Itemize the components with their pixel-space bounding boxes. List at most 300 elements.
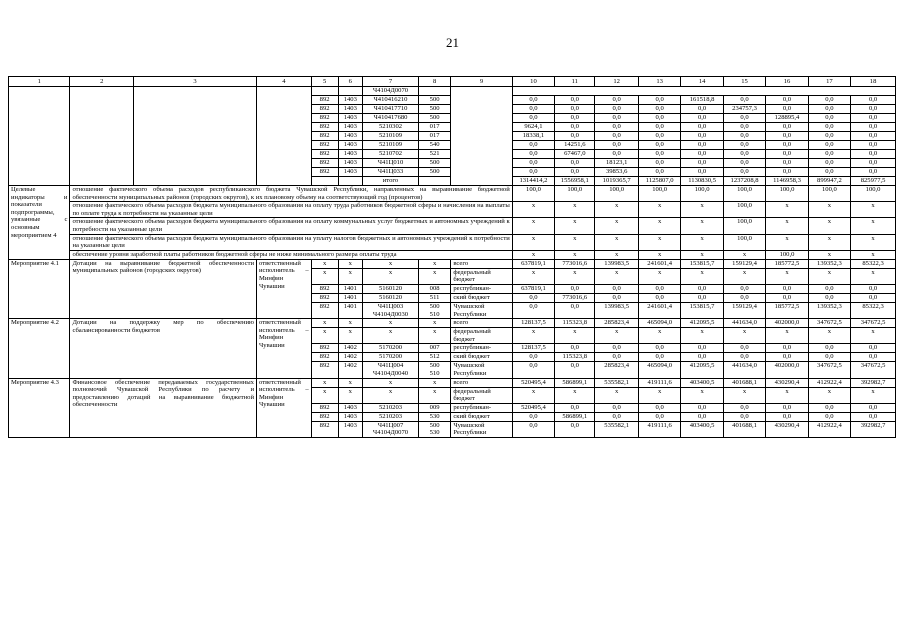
column-header: 5 <box>311 77 338 87</box>
value-cell: 0,0 <box>723 403 765 412</box>
indicator-value: x <box>766 234 808 250</box>
value-cell: 0,0 <box>595 123 639 132</box>
code-cell: Ч4104Д0070 <box>363 87 419 96</box>
value-cell: 285823,4 <box>595 362 639 378</box>
code-cell: 1401 <box>338 293 363 302</box>
code-cell: Ч410417680 <box>363 114 419 123</box>
code-cell: Ч410417710 <box>363 105 419 114</box>
funding-source: всего <box>451 319 512 328</box>
value-cell: x <box>681 387 723 403</box>
value-cell: 67467,0 <box>555 150 595 159</box>
code-cell: 892 <box>311 168 338 177</box>
indicator-row <box>9 250 896 259</box>
value-cell: 520495,4 <box>512 378 554 387</box>
code-cell: 512 <box>418 353 450 362</box>
indicator-value: x <box>808 250 850 259</box>
funding-source: ский бюджет <box>451 353 512 362</box>
indicator-value: x <box>638 202 680 218</box>
code-cell: 892 <box>311 105 338 114</box>
code-cell: 1401 <box>338 302 363 318</box>
value-cell: 0,0 <box>595 132 639 141</box>
code-cell: x <box>418 328 450 344</box>
code-cell: 500 <box>418 159 450 168</box>
value-cell: x <box>851 387 896 403</box>
indicator-value: 100,0 <box>555 186 595 202</box>
header-row <box>9 77 896 87</box>
value-cell: 441634,0 <box>723 319 765 328</box>
value-cell: 403400,5 <box>681 421 723 437</box>
column-header: 12 <box>595 77 639 87</box>
value-cell: x <box>766 268 808 284</box>
funding-source: республикан- <box>451 284 512 293</box>
column-header: 7 <box>363 77 419 87</box>
code-cell: 1403 <box>338 168 363 177</box>
code-cell: 892 <box>311 362 338 378</box>
code-cell: 1402 <box>338 344 363 353</box>
indicator-text: отношение фактического объема расходов бюджета муниципального образования на оплату коммунальных услуг бюджетных и автономных учреждений к потребности на указанные цели <box>70 218 512 234</box>
column-header: 10 <box>512 77 554 87</box>
responsible-executor: ответственный исполнитель – Минфин Чувашии <box>256 319 311 378</box>
value-cell: 0,0 <box>595 114 639 123</box>
code-cell: 017 <box>418 123 450 132</box>
code-cell: x <box>363 268 419 284</box>
code-cell: 1403 <box>338 150 363 159</box>
funding-source: федеральный бюджет <box>451 328 512 344</box>
code-cell: Ч41Ц004 Ч4104Д0040 <box>363 362 419 378</box>
value-cell: 0,0 <box>766 293 808 302</box>
indicator-text: обеспечение уровня заработной платы работников бюджетной сферы не ниже минимального размера оплаты труда <box>70 250 512 259</box>
value-cell: 0,0 <box>638 412 680 421</box>
funding-source: федеральный бюджет <box>451 387 512 403</box>
value-cell: x <box>512 387 554 403</box>
value-cell: 0,0 <box>681 132 723 141</box>
value-cell: x <box>595 387 639 403</box>
indicator-value: x <box>808 218 850 234</box>
indicator-row <box>9 186 896 202</box>
value-cell: 0,0 <box>808 412 850 421</box>
value-cell: 241601,4 <box>638 302 680 318</box>
indicator-value: 100,0 <box>851 186 896 202</box>
code-cell: 1403 <box>338 403 363 412</box>
code-cell: x <box>311 387 338 403</box>
code-cell: 892 <box>311 159 338 168</box>
code-cell: x <box>338 378 363 387</box>
value-cell: 0,0 <box>851 159 896 168</box>
indicator-text: отношение фактического объема расходов бюджета муниципального образования на уплату налогов бюджетных и автономных учреждений к потребности на указанные цели <box>70 234 512 250</box>
empty-cell <box>134 87 257 186</box>
value-cell: 401688,1 <box>723 421 765 437</box>
responsible-executor: ответственный исполнитель – Минфин Чувашии <box>256 378 311 437</box>
funding-source: республикан- <box>451 403 512 412</box>
code-cell: 500 <box>418 114 450 123</box>
value-cell: 0,0 <box>766 403 808 412</box>
total-label: итого <box>363 177 419 186</box>
value-cell: 241601,4 <box>638 259 680 268</box>
funding-source: республикан- <box>451 344 512 353</box>
value-cell: x <box>851 328 896 344</box>
code-cell: 007 <box>418 344 450 353</box>
indicator-value: 100,0 <box>766 250 808 259</box>
code-cell: x <box>311 319 338 328</box>
value-cell: 419111,6 <box>638 378 680 387</box>
value-cell: 0,0 <box>638 150 680 159</box>
measure-row <box>9 319 896 328</box>
value-cell: 412922,4 <box>808 378 850 387</box>
indicator-value: x <box>808 234 850 250</box>
code-cell: 500 <box>418 96 450 105</box>
value-cell: 402000,0 <box>766 362 808 378</box>
indicator-row <box>9 234 896 250</box>
value-cell: 0,0 <box>851 293 896 302</box>
indicator-text: отношение фактического объема расходов бюджета муниципального образования на оплату труда работников бюджетной сферы и начисления на выплаты по оплате труда к потребности на указанные цели <box>70 202 512 218</box>
indicator-value: x <box>638 218 680 234</box>
code-cell: 1403 <box>338 159 363 168</box>
value-cell: 0,0 <box>512 159 554 168</box>
value-cell: 39853,6 <box>595 168 639 177</box>
indicator-value: x <box>555 250 595 259</box>
value-cell: 0,0 <box>555 159 595 168</box>
value-cell: x <box>808 328 850 344</box>
indicator-value: x <box>595 202 639 218</box>
value-cell: 0,0 <box>555 362 595 378</box>
indicator-value: x <box>595 234 639 250</box>
value-cell: 0,0 <box>808 344 850 353</box>
value-cell: 0,0 <box>681 123 723 132</box>
indicator-value: x <box>681 234 723 250</box>
indicator-value: 100,0 <box>723 218 765 234</box>
value-cell: x <box>681 328 723 344</box>
value-cell: 0,0 <box>595 412 639 421</box>
code-cell: x <box>363 378 419 387</box>
value-cell: 0,0 <box>512 362 554 378</box>
indicator-value: 100,0 <box>681 186 723 202</box>
value-cell: 128137,5 <box>512 319 554 328</box>
value-cell: 0,0 <box>555 421 595 437</box>
code-cell: 892 <box>311 421 338 437</box>
value-cell: 0,0 <box>808 293 850 302</box>
value-cell: 0,0 <box>808 150 850 159</box>
value-cell: 0,0 <box>638 284 680 293</box>
value-cell: x <box>595 268 639 284</box>
empty-cell <box>9 87 70 186</box>
value-cell: 115323,8 <box>555 319 595 328</box>
value-cell: 0,0 <box>681 159 723 168</box>
column-header: 18 <box>851 77 896 87</box>
code-cell: 1403 <box>338 105 363 114</box>
value-cell: 0,0 <box>512 412 554 421</box>
indicator-value: x <box>638 250 680 259</box>
value-cell: 18338,1 <box>512 132 554 141</box>
value-cell: 0,0 <box>723 114 765 123</box>
indicator-value: x <box>851 234 896 250</box>
value-cell: 0,0 <box>595 353 639 362</box>
measure-row <box>9 378 896 387</box>
code-cell: 511 <box>418 293 450 302</box>
code-cell: 892 <box>311 141 338 150</box>
code-cell: 5170200 <box>363 344 419 353</box>
value-cell: 392982,7 <box>851 421 896 437</box>
code-cell: 892 <box>311 284 338 293</box>
value-cell: x <box>723 328 765 344</box>
value-cell: 586899,1 <box>555 412 595 421</box>
code-cell: x <box>363 259 419 268</box>
code-cell: x <box>311 268 338 284</box>
empty-cell <box>256 87 311 186</box>
value-cell: 139983,5 <box>595 302 639 318</box>
value-cell: 0,0 <box>723 168 765 177</box>
indicator-value: 100,0 <box>595 186 639 202</box>
code-cell: 530 <box>418 412 450 421</box>
code-cell: 5210302 <box>363 123 419 132</box>
code-cell: x <box>311 328 338 344</box>
indicator-value: x <box>555 218 595 234</box>
value-cell: 0,0 <box>766 159 808 168</box>
value-cell: 0,0 <box>851 150 896 159</box>
value-cell: 0,0 <box>808 105 850 114</box>
value-cell: 0,0 <box>681 412 723 421</box>
indicator-value: 100,0 <box>723 186 765 202</box>
value-cell: 637819,1 <box>512 284 554 293</box>
value-cell: x <box>723 387 765 403</box>
value-cell: x <box>555 387 595 403</box>
funding-source: Чувашской Республики <box>451 302 512 318</box>
value-cell: x <box>766 387 808 403</box>
empty-cell <box>70 87 134 186</box>
value-cell: 0,0 <box>766 123 808 132</box>
measure-code: Мероприятие 4.3 <box>9 378 70 437</box>
value-cell: 0,0 <box>766 141 808 150</box>
value-cell: 0,0 <box>766 284 808 293</box>
value-cell: 0,0 <box>766 150 808 159</box>
value-cell: 0,0 <box>638 403 680 412</box>
code-cell: x <box>418 378 450 387</box>
value-cell: 0,0 <box>808 141 850 150</box>
indicator-value: x <box>555 202 595 218</box>
value-cell: 161518,8 <box>681 96 723 105</box>
code-cell: 500 530 <box>418 421 450 437</box>
targets-label: Целевые индикаторы и показатели подпрограммы, увязанные с основным мероприятием 4 <box>9 186 70 260</box>
value-cell: 465094,0 <box>638 362 680 378</box>
value-cell: x <box>681 268 723 284</box>
value-cell: 0,0 <box>808 123 850 132</box>
indicator-value: x <box>808 202 850 218</box>
total-value: 1314414,2 <box>512 177 554 186</box>
code-cell: 500 <box>418 105 450 114</box>
total-value: 825977,5 <box>851 177 896 186</box>
value-cell: 0,0 <box>766 412 808 421</box>
funding-source: ский бюджет <box>451 412 512 421</box>
code-cell: 1403 <box>338 421 363 437</box>
indicator-value: 100,0 <box>808 186 850 202</box>
empty-cell <box>512 87 895 96</box>
value-cell: x <box>808 387 850 403</box>
empty-cell <box>418 177 450 186</box>
code-cell: 521 <box>418 150 450 159</box>
code-cell: 5210203 <box>363 403 419 412</box>
code-cell: 892 <box>311 132 338 141</box>
value-cell: 430290,4 <box>766 421 808 437</box>
value-cell: 535582,1 <box>595 378 639 387</box>
value-cell: 0,0 <box>595 293 639 302</box>
value-cell: 0,0 <box>808 96 850 105</box>
indicator-value: x <box>681 250 723 259</box>
value-cell: 0,0 <box>723 123 765 132</box>
indicator-value: x <box>512 250 554 259</box>
value-cell: 0,0 <box>638 168 680 177</box>
value-cell: 0,0 <box>723 159 765 168</box>
code-cell: 5160120 <box>363 284 419 293</box>
indicator-value: 100,0 <box>512 186 554 202</box>
column-header: 6 <box>338 77 363 87</box>
value-cell: 0,0 <box>555 344 595 353</box>
value-cell: 0,0 <box>766 353 808 362</box>
code-cell: x <box>418 319 450 328</box>
indicator-value: x <box>851 250 896 259</box>
measure-code: Мероприятие 4.1 <box>9 259 70 318</box>
value-cell: 0,0 <box>723 344 765 353</box>
value-cell: 0,0 <box>681 353 723 362</box>
value-cell: 347672,5 <box>851 362 896 378</box>
value-cell: 0,0 <box>638 159 680 168</box>
value-cell: 0,0 <box>681 114 723 123</box>
code-cell: 5160120 <box>363 293 419 302</box>
indicator-value: x <box>681 218 723 234</box>
value-cell: 0,0 <box>595 284 639 293</box>
indicator-value: x <box>512 218 554 234</box>
value-cell: 0,0 <box>723 141 765 150</box>
value-cell: 441634,0 <box>723 362 765 378</box>
value-cell: 0,0 <box>512 150 554 159</box>
value-cell: 0,0 <box>638 293 680 302</box>
indicator-value: 100,0 <box>723 202 765 218</box>
code-cell: 892 <box>311 302 338 318</box>
value-cell: 0,0 <box>766 168 808 177</box>
code-cell: x <box>418 268 450 284</box>
column-header: 14 <box>681 77 723 87</box>
code-cell: 892 <box>311 96 338 105</box>
value-cell: 153815,7 <box>681 259 723 268</box>
empty-cell <box>311 177 338 186</box>
measure-name: Дотации на поддержку мер по обеспечению сбалансированности бюджетов <box>70 319 257 378</box>
value-cell: 0,0 <box>638 96 680 105</box>
value-cell: 139352,3 <box>808 259 850 268</box>
code-cell: Ч41Ц010 <box>363 159 419 168</box>
value-cell: 465094,0 <box>638 319 680 328</box>
value-cell: 0,0 <box>851 123 896 132</box>
value-cell: 0,0 <box>723 412 765 421</box>
code-cell: 892 <box>311 353 338 362</box>
value-cell: 0,0 <box>638 123 680 132</box>
code-cell: x <box>363 328 419 344</box>
value-cell: 0,0 <box>808 353 850 362</box>
value-cell: 0,0 <box>555 114 595 123</box>
value-cell: 402000,0 <box>766 319 808 328</box>
code-cell: 5210203 <box>363 412 419 421</box>
column-header: 17 <box>808 77 850 87</box>
value-cell: 0,0 <box>555 168 595 177</box>
value-cell: 0,0 <box>638 344 680 353</box>
value-cell: 0,0 <box>808 284 850 293</box>
code-cell: 009 <box>418 403 450 412</box>
value-cell: 0,0 <box>723 150 765 159</box>
code-cell: x <box>418 387 450 403</box>
code-cell: x <box>338 387 363 403</box>
value-cell: 0,0 <box>681 403 723 412</box>
value-cell: 535582,1 <box>595 421 639 437</box>
code-cell: x <box>338 328 363 344</box>
funding-source: федеральный бюджет <box>451 268 512 284</box>
value-cell: 0,0 <box>723 96 765 105</box>
value-cell: x <box>851 268 896 284</box>
value-cell: 0,0 <box>555 96 595 105</box>
code-cell: 5210109 <box>363 132 419 141</box>
value-cell: 0,0 <box>723 284 765 293</box>
value-cell: 0,0 <box>595 403 639 412</box>
code-cell: Ч410416210 <box>363 96 419 105</box>
value-cell: 115323,8 <box>555 353 595 362</box>
value-cell: x <box>595 328 639 344</box>
value-cell: 412095,5 <box>681 319 723 328</box>
code-cell: 500 510 <box>418 362 450 378</box>
value-cell: 0,0 <box>851 284 896 293</box>
value-cell: 128137,5 <box>512 344 554 353</box>
value-cell: 234757,3 <box>723 105 765 114</box>
value-cell: 0,0 <box>512 293 554 302</box>
value-cell: 347672,5 <box>808 362 850 378</box>
indicator-value: 100,0 <box>723 234 765 250</box>
value-cell: 0,0 <box>851 96 896 105</box>
code-cell: 892 <box>311 150 338 159</box>
value-cell: 0,0 <box>512 141 554 150</box>
code-cell: x <box>363 319 419 328</box>
value-cell: x <box>512 268 554 284</box>
code-cell: x <box>338 259 363 268</box>
value-cell: 18123,1 <box>595 159 639 168</box>
value-cell: 0,0 <box>512 302 554 318</box>
code-cell: x <box>363 387 419 403</box>
value-cell: 85322,3 <box>851 259 896 268</box>
value-cell: 139983,5 <box>595 259 639 268</box>
value-cell: 0,0 <box>512 421 554 437</box>
column-header: 1 <box>9 77 70 87</box>
funding-source: всего <box>451 259 512 268</box>
code-cell <box>418 87 450 96</box>
table-row <box>9 87 896 96</box>
code-cell: 892 <box>311 412 338 421</box>
value-cell: 0,0 <box>555 302 595 318</box>
indicator-value: x <box>851 202 896 218</box>
funding-source: Чувашской Республики <box>451 421 512 437</box>
column-header: 9 <box>451 77 512 87</box>
value-cell: 347672,5 <box>808 319 850 328</box>
value-cell: 773016,6 <box>555 293 595 302</box>
value-cell: 159129,4 <box>723 302 765 318</box>
value-cell: 0,0 <box>851 141 896 150</box>
budget-table <box>8 76 896 438</box>
value-cell: 85322,3 <box>851 302 896 318</box>
value-cell: 0,0 <box>851 114 896 123</box>
measure-name: Дотации на выравнивание бюджетной обеспеченности муниципальных районов (городских округов) <box>70 259 257 318</box>
code-cell: 1402 <box>338 353 363 362</box>
code-cell: 1403 <box>338 132 363 141</box>
total-value: 1237208,8 <box>723 177 765 186</box>
value-cell: 0,0 <box>681 168 723 177</box>
value-cell: 586899,1 <box>555 378 595 387</box>
code-cell <box>338 87 363 96</box>
code-cell: 540 <box>418 141 450 150</box>
value-cell: 0,0 <box>595 96 639 105</box>
total-value: 1130830,5 <box>681 177 723 186</box>
